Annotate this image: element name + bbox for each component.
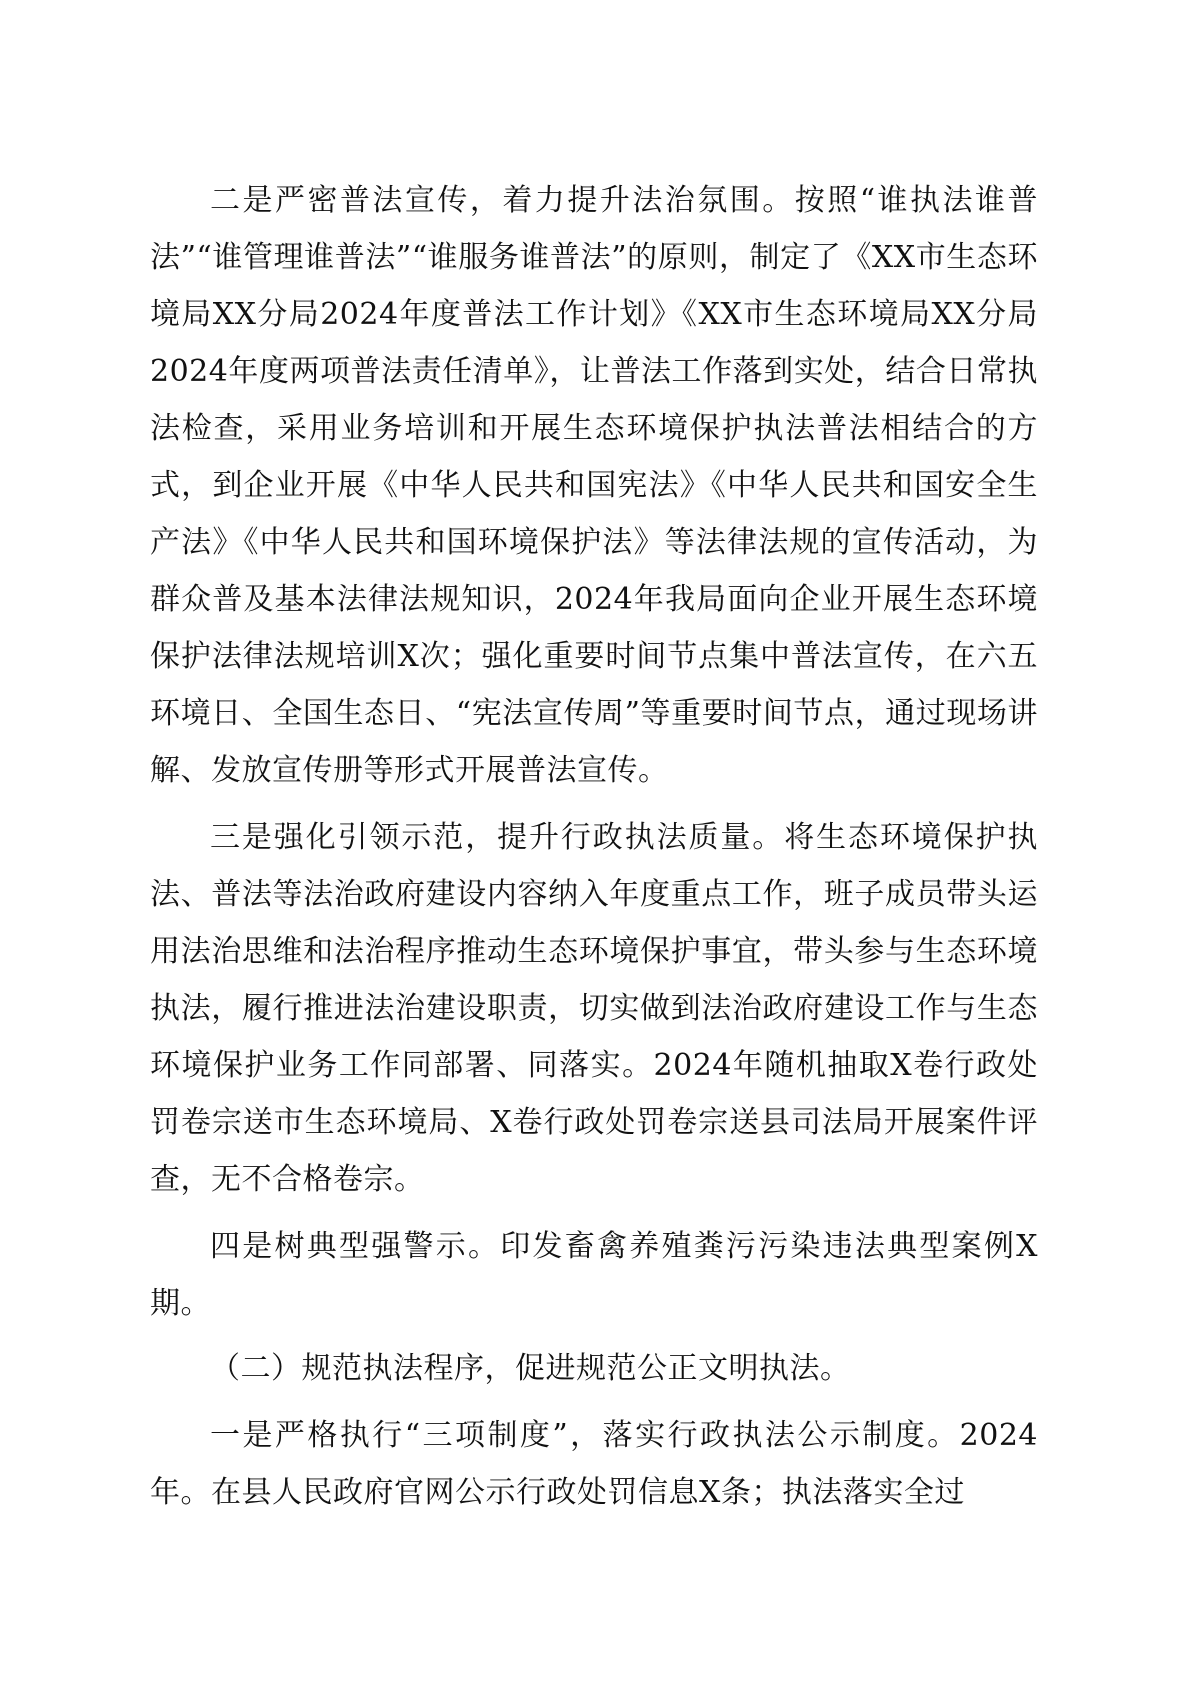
section-heading-2: （二）规范执法程序，促进规范公正文明执法。	[210, 1351, 851, 1386]
paragraph-three-systems: 一是严格执行“三项制度”，落实行政执法公示制度。2024年。在县人民政府官网公示行政处罚信息X条；执法落实全过	[150, 1418, 1038, 1510]
paragraph-publicity: 二是严密普法宣传，着力提升法治氛围。按照“谁执法谁普法”“谁管理谁普法”“谁服务谁普法”的原则，制定了《XX市生态环境局XX分局2024年度普法工作计划》《XX市生态环境局XX分局2024年度两项普法责任清单》，让普法工作落到实处，结合日常执法检查，采用业务培训和开展生态环境保护执法普法相结合的方式，到企业开展《中华人民共和国宪法》《中华人民共和国安全生产法》《中华人民共和国环境保护法》等法律法规的宣传活动，为群众普及基本法律法规知识，2024年我局面向企业开展生态环境保护法律法规培训X次；强化重要时间节点集中普法宣传，在六五环境日、全国生态日、“宪法宣传周”等重要时间节点，通过现场讲解、发放宣传册等形式开展普法宣传。	[150, 183, 1038, 788]
paragraph-leadership: 三是强化引领示范，提升行政执法质量。将生态环境保护执法、普法等法治政府建设内容纳入年度重点工作，班子成员带头运用法治思维和法治程序推动生态环境保护事宜，带头参与生态环境执法，履行推进法治建设职责，切实做到法治政府建设工作与生态环境保护业务工作同部署、同落实。2024年随机抽取X卷行政处罚卷宗送市生态环境局、X卷行政处罚卷宗送县司法局开展案件评查，无不合格卷宗。	[150, 820, 1038, 1197]
paragraph-typical-cases: 四是树典型强警示。印发畜禽养殖粪污污染违法典型案例X期。	[150, 1229, 1038, 1321]
document-body	[150, 172, 1038, 1521]
